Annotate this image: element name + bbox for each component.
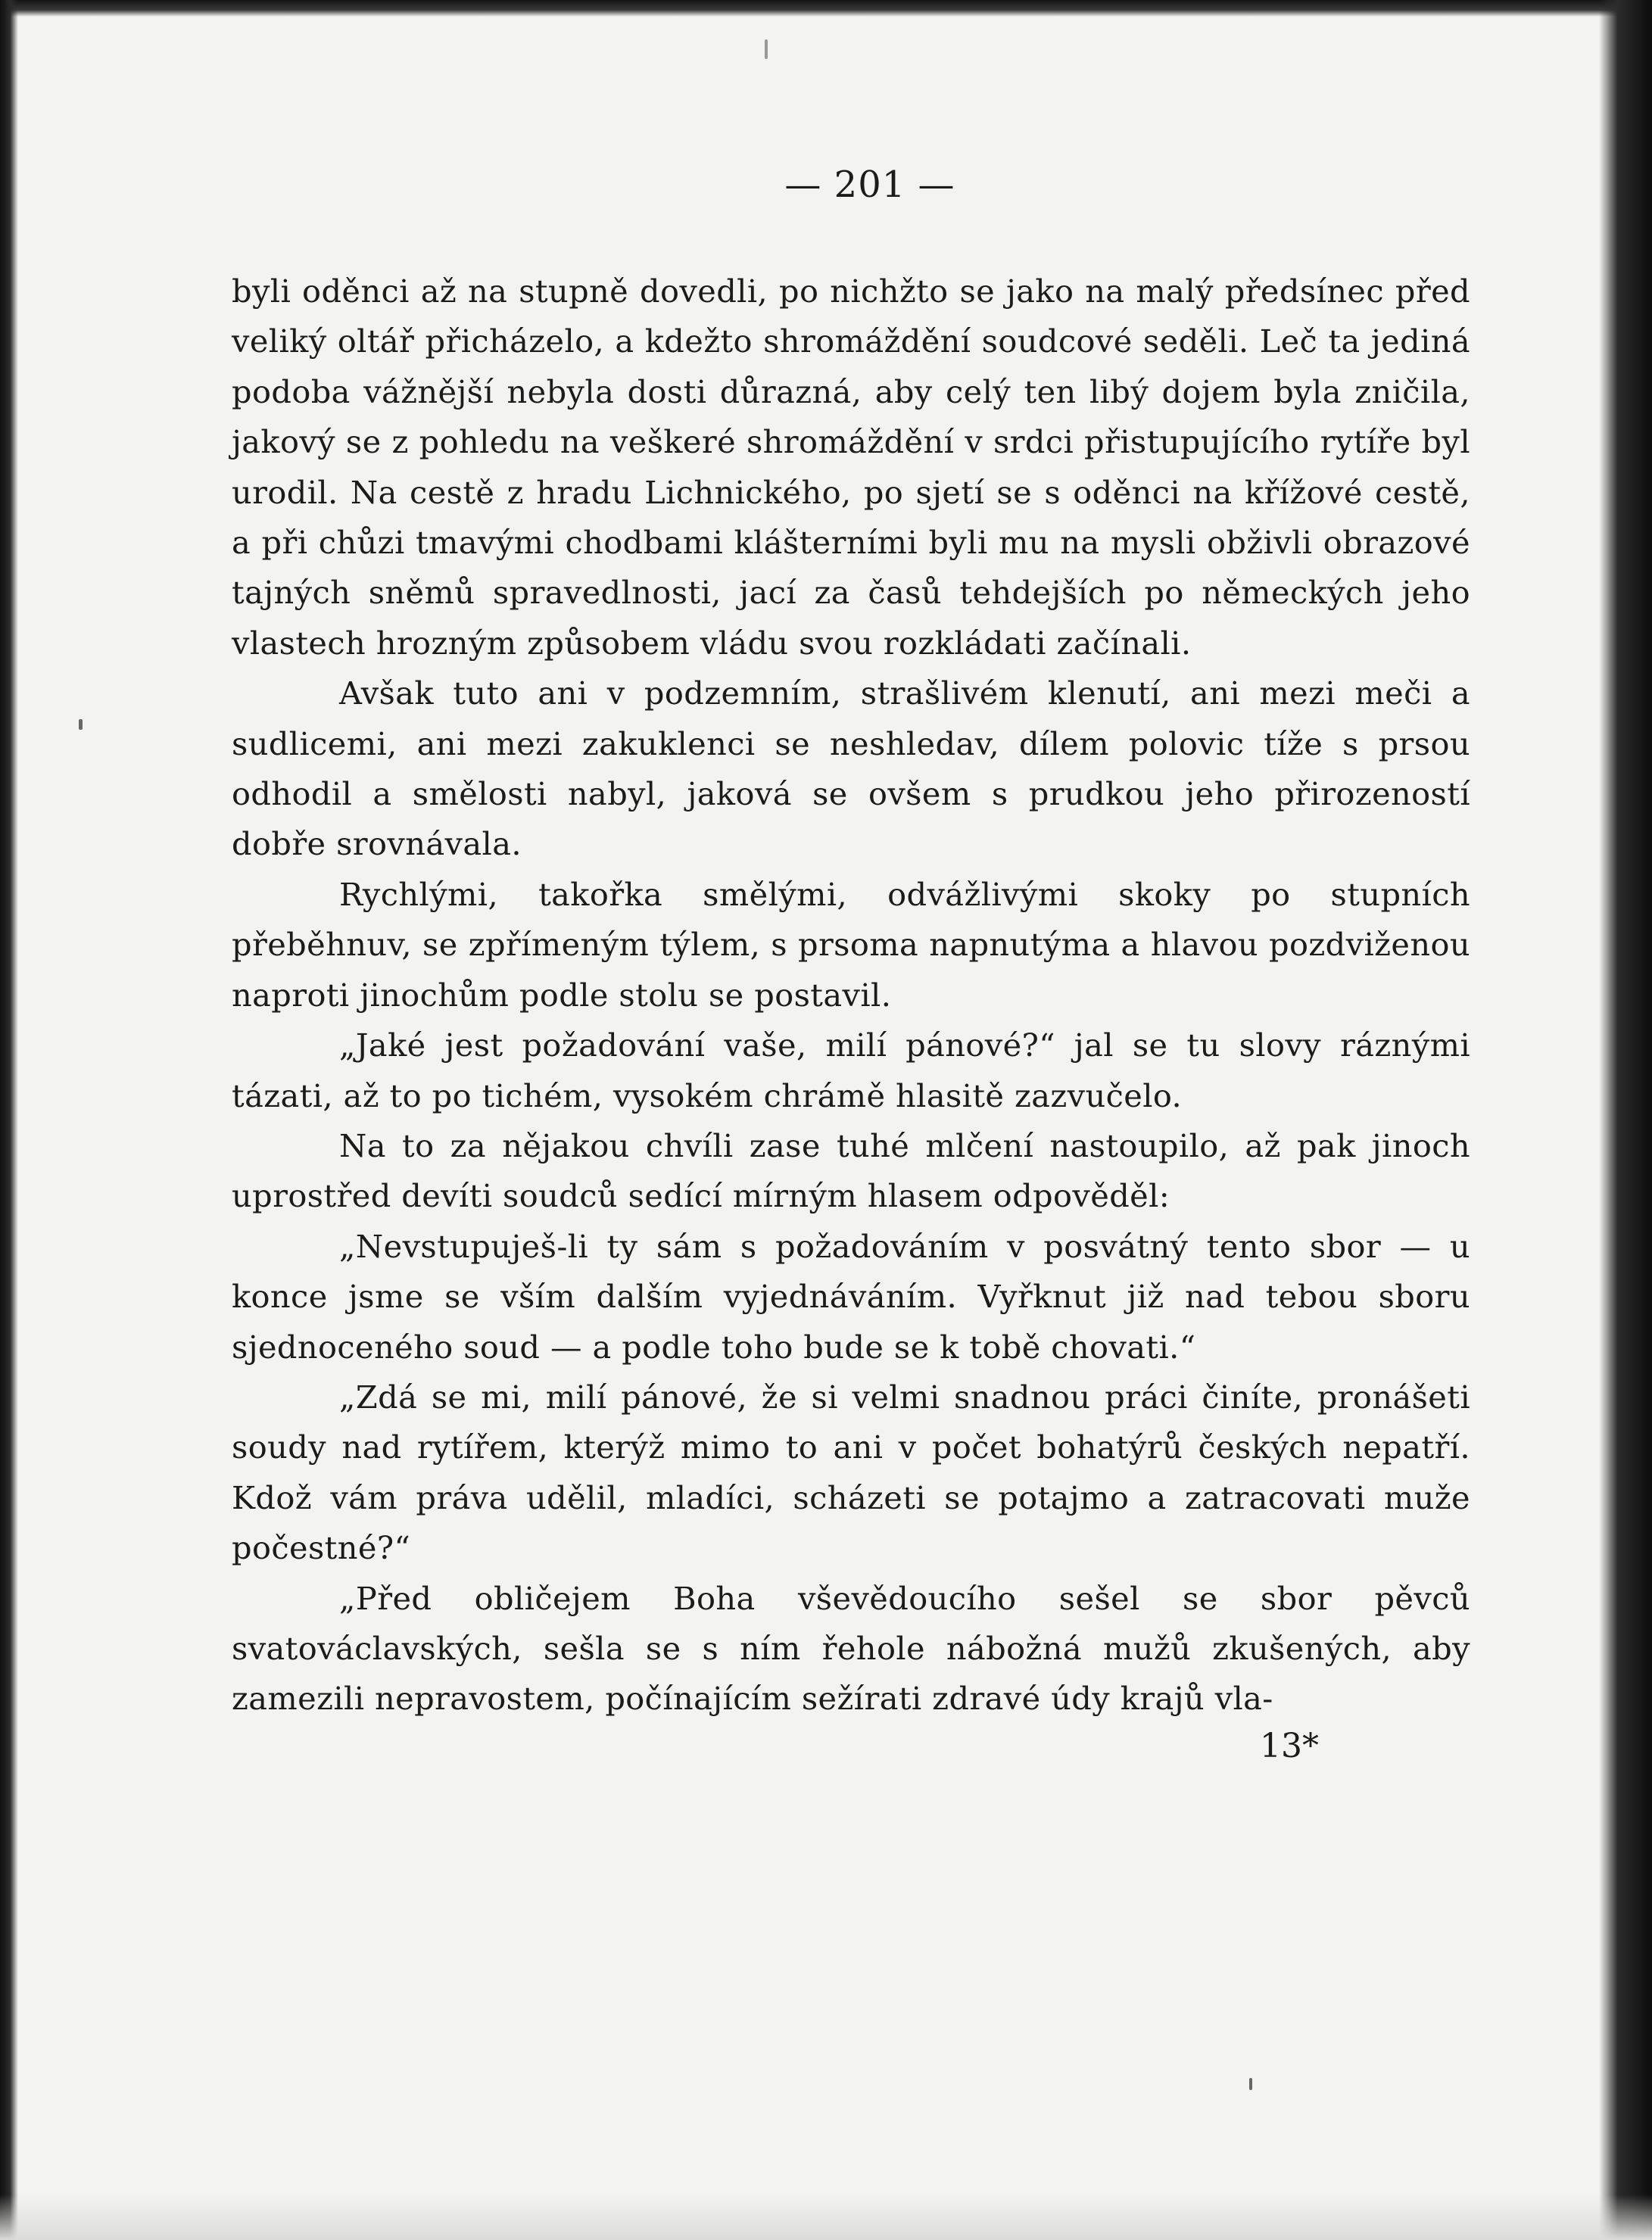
paragraph: „Před obličejem Boha vševědoucího sešel se sbor pěvců svatováclavských, sešla se s ním řehole nábožná mužů zkušených, aby zamezili nepravostem, počínajícím sežírati zdravé údy krajů vla- [232,1579,1470,1718]
scan-speck [765,39,768,59]
body-text [232,266,1470,1724]
printer-signature-mark: 13* [1260,1726,1319,1765]
paragraph: byli oděnci až na stupně dovedli, po nichžto se jako na malý předsínec před veliký oltář přicházelo, a kdežto shromáždění soudcové seděli. Leč ta jediná podoba vážnější nebyla dosti důrazná, aby celý ten libý dojem byla zničila, jakový se z pohledu na veškeré shromáždění v srdci přistupujícího rytíře byl urodil. Na cestě z hradu Lichnického, po sjetí se s oděnci na křížové cestě, a při chůzi tmavými chodbami klášterními byli mu na mysli obživli obrazové tajných sněmů spravedlnosti, jací za časů tehdejších po německých jeho vlastech hrozným způsobem vládu svou rozkládati začínali. [232,273,1470,662]
page-number: — 201 — [784,164,955,206]
scan-speck [1249,2078,1252,2090]
book-page [232,160,1470,1770]
scan-bottom-shade [0,2195,1652,2240]
paragraph: Na to za nějakou chvíli zase tuhé mlčení nastoupilo, až pak jinoch uprostřed devíti soudců sedící mírným hlasem odpověděl: [232,1126,1470,1215]
paragraph: Avšak tuto ani v podzemním, strašlivém klenutí, ani mezi meči a sudlicemi, ani mezi zakuklenci se neshledav, dílem polovic tíže s prsou odhodil a smělosti nabyl, jaková se ovšem s prudkou jeho přirozeností dobře srovnávala. [232,674,1470,863]
scan-top-edge [0,0,1652,17]
paragraph: „Nevstupuješ-li ty sám s požadováním v posvátný tento sbor — u konce jsme se vším dalším vyjednáváním. Vyřknut již nad tebou sboru sjednoceného soud — a podle toho bude se k tobě chovati.“ [232,1227,1470,1366]
scan-left-edge [0,0,18,2240]
scan-right-edge [1599,0,1652,2240]
paragraph: „Jaké jest požadování vaše, milí pánové?“ jal se tu slovy ráznými tázati, až to po tichém, vysokém chrámě hlasitě zazvučelo. [232,1027,1470,1114]
scan-speck [79,719,83,730]
paragraph: Rychlými, takořka smělými, odvážlivými skoky po stupních přeběhnuv, se zpřímeným týlem, s prsoma napnutýma a hlavou pozdviženou naproti jinochům podle stolu se postavil. [232,875,1470,1014]
paragraph: „Zdá se mi, milí pánové, že si velmi snadnou práci činíte, pronášeti soudy nad rytířem, kterýž mimo to ani v počet bohatýrů českých nepatří. Kdož vám práva udělil, mladíci, scházeti se potajmo a zatracovati muže počestné?“ [232,1378,1470,1567]
